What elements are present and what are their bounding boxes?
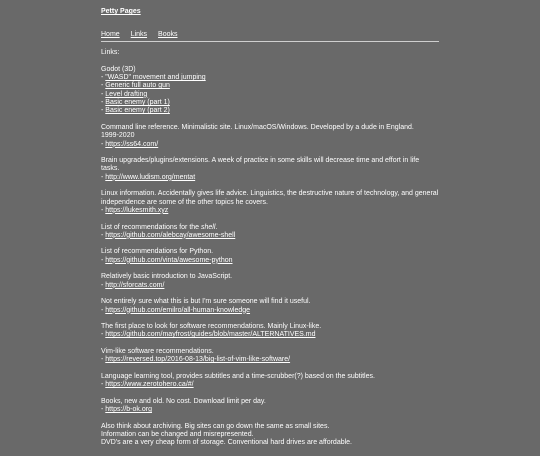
list-item bbox=[101, 91, 439, 99]
entry-link[interactable]: https://github.com/vinta/awesome-python bbox=[105, 256, 233, 264]
entry-bok bbox=[101, 398, 439, 415]
dash: - bbox=[101, 231, 106, 239]
entry-shell bbox=[101, 224, 439, 241]
entry-description: Books, new and old. No cost. Download limit per day. bbox=[101, 397, 266, 405]
dash: - bbox=[101, 99, 106, 107]
entry-alternatives bbox=[101, 323, 439, 340]
entry-link[interactable]: https://github.com/mayfrost/guides/blob/master/ALTERNATIVES.md bbox=[105, 331, 316, 339]
entry-text-line: DVD's are a very cheap form of storage. Conventional hard drives are affordable. bbox=[101, 439, 353, 447]
nav-home[interactable]: Home bbox=[101, 31, 120, 39]
nav-books[interactable]: Books bbox=[158, 31, 178, 39]
entry-lukesmith bbox=[101, 190, 439, 215]
godot-link-enemy1[interactable]: Basic enemy (part 1) bbox=[105, 99, 170, 107]
entry-link-line bbox=[101, 331, 439, 339]
entry-zerohero bbox=[101, 373, 439, 390]
godot-block bbox=[101, 66, 439, 116]
entry-description: Linux information. Accidentally gives life advice. Linguistics, the destructive nature of technology, and general independence are some of the other topics he covers. bbox=[101, 190, 439, 206]
nav-links[interactable]: Links bbox=[130, 31, 148, 39]
list-item bbox=[101, 99, 439, 107]
entry-description: Vim-like software recommendations. bbox=[101, 347, 214, 355]
entry-vimlike bbox=[101, 348, 439, 365]
godot-link-enemy2[interactable]: Basic enemy (part 2) bbox=[105, 107, 170, 115]
page-content bbox=[101, 8, 439, 456]
links-heading-block bbox=[101, 49, 439, 57]
dash: - bbox=[101, 256, 106, 264]
entry-link-line bbox=[101, 141, 439, 149]
entry-years: 1999-2020 bbox=[101, 132, 135, 140]
entry-archiving bbox=[101, 423, 439, 448]
entry-link-line bbox=[101, 381, 439, 389]
dash: - bbox=[101, 82, 106, 90]
entry-link[interactable]: https://github.com/alebcay/awesome-shell bbox=[105, 231, 236, 239]
dash: - bbox=[101, 74, 106, 82]
godot-link-wasd[interactable]: "WASD" movement and jumping bbox=[105, 74, 206, 82]
entry-link[interactable]: https://ss64.com/ bbox=[105, 140, 159, 148]
dash: - bbox=[101, 381, 106, 389]
desc-suffix: . bbox=[215, 223, 218, 231]
nav-bar bbox=[101, 31, 439, 40]
godot-title: Godot (3D) bbox=[101, 65, 136, 73]
entry-description: The first place to look for software recommendations. Mainly Linux-like. bbox=[101, 323, 322, 331]
site-title-link[interactable]: Petty Pages bbox=[101, 8, 141, 15]
entry-link-line bbox=[101, 174, 439, 182]
entry-link-line bbox=[101, 282, 439, 290]
entry-link-line bbox=[101, 406, 439, 414]
dash: - bbox=[101, 406, 106, 414]
entry-link[interactable]: https://reversed.top/2016-08-13/big-list-of-vim-like-software/ bbox=[105, 356, 291, 364]
links-heading: Links: bbox=[101, 49, 120, 57]
dash: - bbox=[101, 281, 106, 289]
entry-description: Not entirely sure what this is but I'm sure someone will find it useful. bbox=[101, 298, 311, 306]
entry-description bbox=[101, 224, 439, 232]
dash: - bbox=[101, 107, 106, 115]
desc-prefix: List of recommendations for the bbox=[101, 223, 201, 231]
entry-link-line bbox=[101, 257, 439, 265]
entry-ss64 bbox=[101, 124, 439, 149]
links-section bbox=[101, 49, 439, 447]
dash: - bbox=[101, 90, 106, 98]
entry-description: Relatively basic introduction to JavaScript. bbox=[101, 273, 233, 281]
entry-link[interactable]: https://lukesmith.xyz bbox=[105, 206, 169, 214]
entry-link-line bbox=[101, 356, 439, 364]
entry-description: Language learning tool, provides subtitles and a time-scrubber(?) based on the subtitles. bbox=[101, 372, 375, 380]
list-item bbox=[101, 82, 439, 90]
entry-text-line: Also think about archiving. Big sites can go down the same as small sites. bbox=[101, 422, 330, 430]
entry-description: List of recommendations for Python. bbox=[101, 248, 214, 256]
entry-humanknowledge bbox=[101, 298, 439, 315]
entry-link[interactable]: http://sforcats.com/ bbox=[105, 281, 165, 289]
entry-text-line: Information can be changed and misrepresented. bbox=[101, 430, 254, 438]
entry-sforcats bbox=[101, 273, 439, 290]
entry-description: Brain upgrades/plugins/extensions. A week of practice in some skills will decrease time and effort in life tasks. bbox=[101, 157, 420, 173]
dash: - bbox=[101, 306, 106, 314]
list-item bbox=[101, 74, 439, 82]
nav-divider bbox=[101, 41, 439, 42]
list-item bbox=[101, 107, 439, 115]
entry-python bbox=[101, 248, 439, 265]
dash: - bbox=[101, 356, 106, 364]
entry-link[interactable]: https://github.com/emilro/all-human-knowledge bbox=[105, 306, 251, 314]
desc-emphasis: shell bbox=[201, 223, 216, 231]
dash: - bbox=[101, 206, 106, 214]
entry-link-line bbox=[101, 307, 439, 315]
entry-link[interactable]: https://www.zerotohero.ca/#/ bbox=[105, 381, 194, 389]
entry-link-line bbox=[101, 232, 439, 240]
entry-mental bbox=[101, 157, 439, 182]
godot-link-gun[interactable]: Generic full auto gun bbox=[105, 82, 170, 90]
godot-link-level[interactable]: Level drafting bbox=[105, 90, 148, 98]
dash: - bbox=[101, 331, 106, 339]
entry-link[interactable]: https://b-ok.org bbox=[105, 406, 152, 414]
entry-link[interactable]: http://www.ludism.org/mentat bbox=[105, 173, 196, 181]
entry-description: Command line reference. Minimalistic site. Linux/macOS/Windows. Developed by a dude in England. bbox=[101, 123, 414, 131]
dash: - bbox=[101, 140, 106, 148]
dash: - bbox=[101, 173, 106, 181]
entry-link-line bbox=[101, 207, 439, 215]
